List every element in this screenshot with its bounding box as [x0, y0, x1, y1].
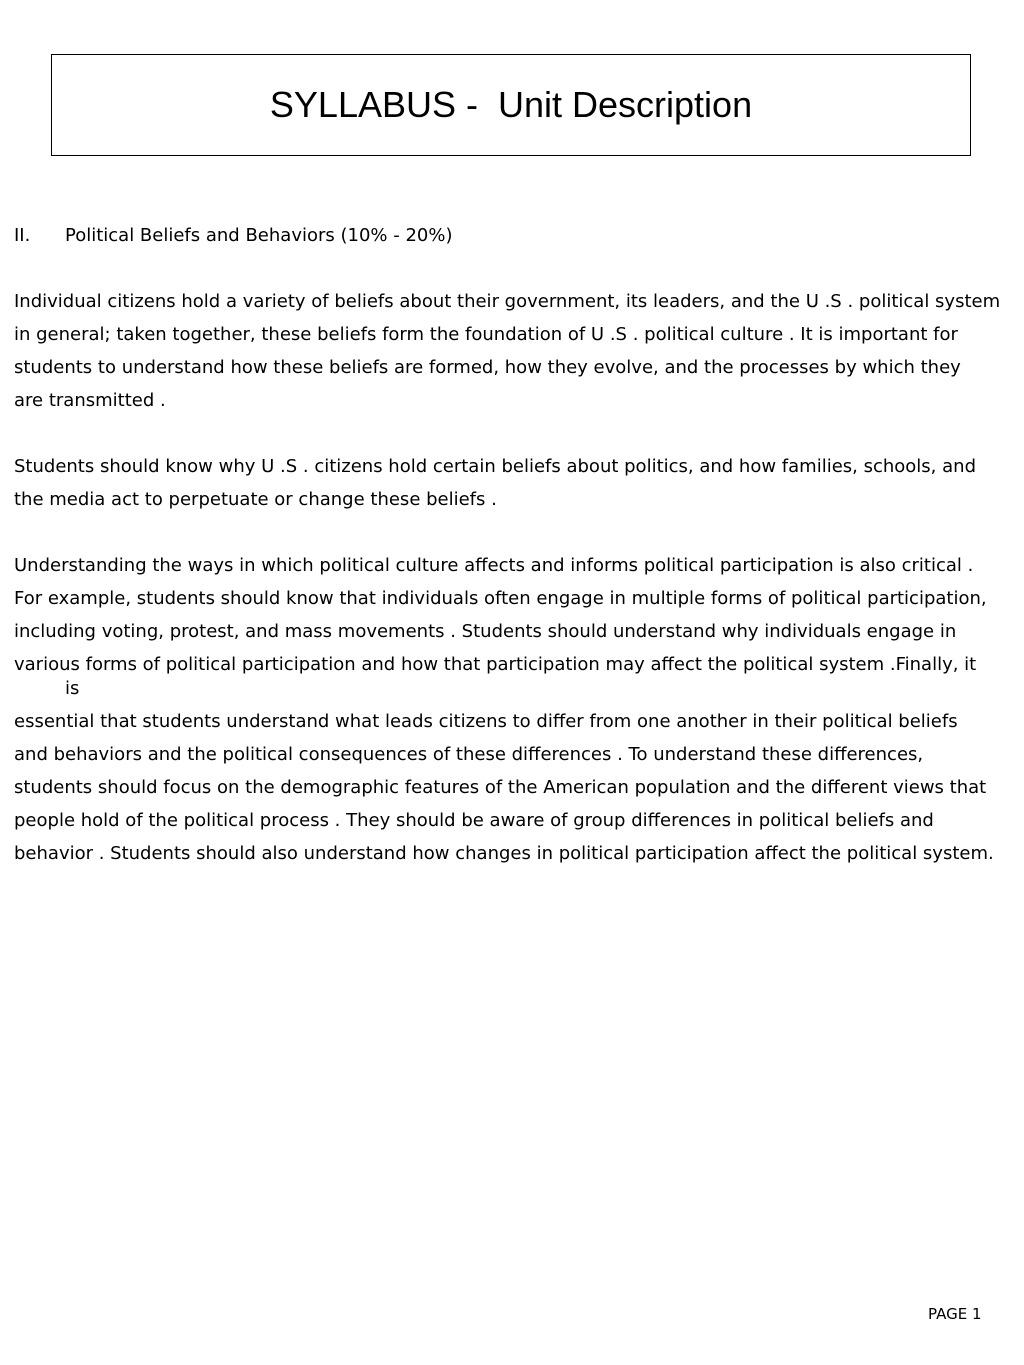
paragraph-line: Individual citizens hold a variety of beliefs about their government, its leaders, and the U .S . political system	[14, 291, 1001, 312]
paragraph-3	[14, 549, 1014, 870]
paragraph-line: behavior . Students should also understand how changes in political participation affect the political system.	[14, 843, 994, 864]
paragraph-line: people hold of the political process . They should be aware of group differences in political beliefs and	[14, 810, 934, 831]
section-heading	[14, 219, 1014, 252]
section-title: Political Beliefs and Behaviors (10% - 20%)	[65, 225, 453, 246]
paragraph-line: and behaviors and the political consequences of these differences . To understand these differences,	[14, 744, 924, 765]
page-title: SYLLABUS - Unit Description	[269, 84, 753, 125]
title-box	[51, 54, 971, 156]
spacer	[14, 516, 1014, 549]
paragraph-line: For example, students should know that individuals often engage in multiple forms of political participation,	[14, 588, 987, 609]
paragraph-line: Understanding the ways in which political culture affects and informs political participation is also critical .	[14, 555, 974, 576]
spacer	[14, 252, 1014, 285]
document-body	[14, 219, 1014, 870]
paragraph-line: students to understand how these beliefs are formed, how they evolve, and the processes by which they	[14, 357, 961, 378]
paragraph-line: in general; taken together, these beliefs form the foundation of U .S . political culture . It is important for	[14, 324, 958, 345]
paragraph-line: are transmitted .	[14, 390, 166, 411]
paragraph-line: Students should know why U .S . citizens hold certain beliefs about politics, and how families, schools, and	[14, 456, 976, 477]
paragraph-1	[14, 285, 1014, 417]
paragraph-line: including voting, protest, and mass movements . Students should understand why individuals engage in	[14, 621, 957, 642]
paragraph-line: various forms of political participation and how that participation may affect the political system .Finally, it	[14, 654, 977, 675]
paragraph-2	[14, 450, 1014, 516]
spacer	[14, 417, 1014, 450]
paragraph-line: is	[65, 678, 80, 699]
page-number: PAGE 1	[928, 1305, 982, 1323]
paragraph-line: students should focus on the demographic features of the American population and the different views that	[14, 777, 987, 798]
paragraph-line: essential that students understand what leads citizens to differ from one another in their political beliefs	[14, 711, 958, 732]
section-number: II.	[14, 225, 31, 246]
paragraph-line: the media act to perpetuate or change these beliefs .	[14, 489, 497, 510]
